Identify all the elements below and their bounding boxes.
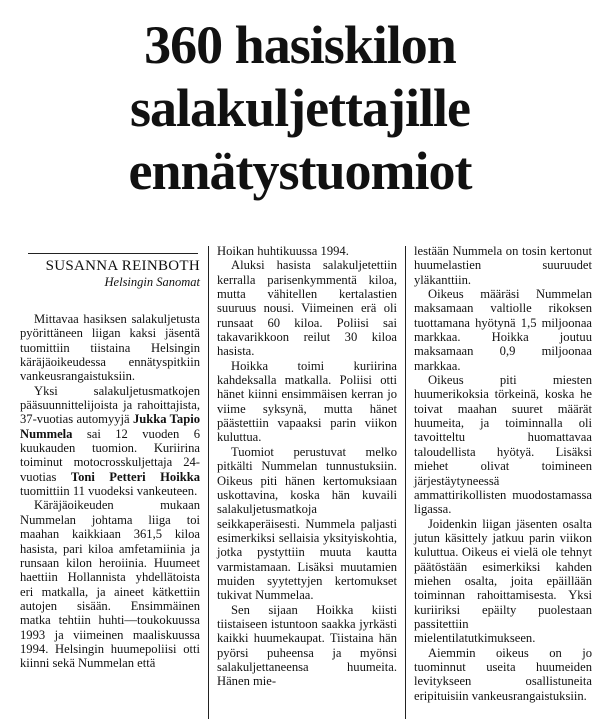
paragraph: Oikeus piti miesten huumerikoksia törkeinä, koska he toivat maahan suuret määrät huumeita, ja toiminnalla oli tavoitteltu huomattavaa taloudellista hyötyä. Lisäksi miehet olivat toimineen järjestäytyneessä ammattirikollisten muodostamassa ligassa. xyxy=(414,373,592,517)
paragraph: Hoikan huhtikuussa 1994. xyxy=(217,244,349,258)
paragraph: Oikeus määräsi Nummelan maksamaan valtiolle rikoksen tuottamana hyötynä 1,5 miljoonaa markkaa. Hoikka joutuu maksamaan 0,9 miljoonaa markkaa. xyxy=(414,287,592,373)
column-rule-1 xyxy=(208,246,209,719)
paragraph: Tuomiot perustuvat melko pitkälti Nummelan tunnustuksiin. Oikeus piti hänen kertomuksiaan uskottavina, koska hän kuvaili salakuljetusmatkoja seikkaperäisesti. Nummela paljasti esimerkiksi sellaisia yksityiskohtia, jotka pystyttiin muuta kautta varmistamaan. Lisäksi muutamien muiden syytettyjen kertomukset tukivat Nummelaa. xyxy=(217,444,397,603)
byline-author: SUSANNA REINBOTH xyxy=(45,258,200,274)
column-rule-2 xyxy=(405,246,406,719)
text-run: tuomittiin 11 vuodeksi vankeuteen. xyxy=(20,484,198,499)
article-column-3 xyxy=(414,244,592,703)
person-name: Toni Petteri Hoikka xyxy=(70,469,200,484)
person-name: Jukka Tapio Nummela xyxy=(20,412,201,441)
headline-line-3: ennätystuomiot xyxy=(128,141,472,201)
headline-line-2: salakuljettajille xyxy=(130,78,470,138)
paragraph: Mittavaa hasiksen salakuljetusta pyörittäneen liigan kaksi jäsentä tuomittiin tiistaina Helsingin käräjäoikeudessa ennätyspitkiin vankeusrangaistuksiin. xyxy=(20,312,200,384)
headline-line-1: 360 hasiskilon xyxy=(144,15,456,75)
paragraph: Käräjäoikeuden mukaan Nummelan johtama liiga toi maahan kaikkiaan 361,5 kiloa hasista, pari kiloa amfetamiinia ja runsaan kilon heroiinia. Huumeet haettiin Hollannista yhdellätoista eri matkalla, ja aineet kätkettiin autojen sisään. Ensimmäinen matka tehtiin huhti—toukokuussa 1993 ja viimeinen maaliskuussa 1994. Helsingin huumepoliisi otti kiinni sekä Nummelan että xyxy=(20,498,200,671)
paragraph: Aiemmin oikeus on jo tuominnut useita huumeiden levitykseen osallistuneita eripituisiin vankeusrangaistuksiin. xyxy=(414,645,592,703)
headline xyxy=(0,14,600,203)
paragraph: lestään Nummela on tosin kertonut huumelastien suuruudet yläkanttiin. xyxy=(414,244,592,287)
text-run: Yksi salakuljetusmatkojen pääsuunnittelijoista ja rahoittajista, 37-vuotias automyyjä xyxy=(20,383,200,427)
article-column-1 xyxy=(20,244,200,671)
paragraph: Hoikka toimi kuriirina kahdeksalla matkalla. Poliisi otti hänet kiinni ensimmäisen kerran jo viime syksynä, mutta hänet päästettiin vapaaksi parin viikon kuluttua. xyxy=(217,358,397,445)
paragraph: Joidenkin liigan jäsenten osalta jutun käsittely jatkuu parin viikon kuluttua. Oikeus ei vielä ole tehnyt päätöstään esimerkiksi kahden miehen osalta, joita epäillään toiminnan rahoittamisesta. Yksi kuriiriksi epäilty puolestaan passitettiin mielentilatutkimukseen. xyxy=(414,516,592,646)
text-run: sai 12 vuoden 6 kuukauden tuomion. Kuriirina toiminut motocrosskuljettaja 24-vuotias xyxy=(20,426,200,484)
byline-source: Helsingin Sanomat xyxy=(104,275,200,289)
article-column-2 xyxy=(217,244,397,689)
paragraph xyxy=(20,384,200,499)
paragraph: Aluksi hasista salakuljetettiin kerralla parisenkymmentä kiloa, mutta vähitellen kertalastien suuruus nousi. Viimeinen erä oli runsaat 60 kiloa. Poliisi sai takavarikkoon reilut 30 kiloa hasista. xyxy=(217,258,397,359)
paragraph: Sen sijaan Hoikka kiisti tiistaiseen istuntoon saakka jyrkästi kaikki huumekaupat. Tiistaina hän pyörsi puheensa ja myönsi salakuljettaneensa huumeita. Hänen mie- xyxy=(217,602,397,689)
